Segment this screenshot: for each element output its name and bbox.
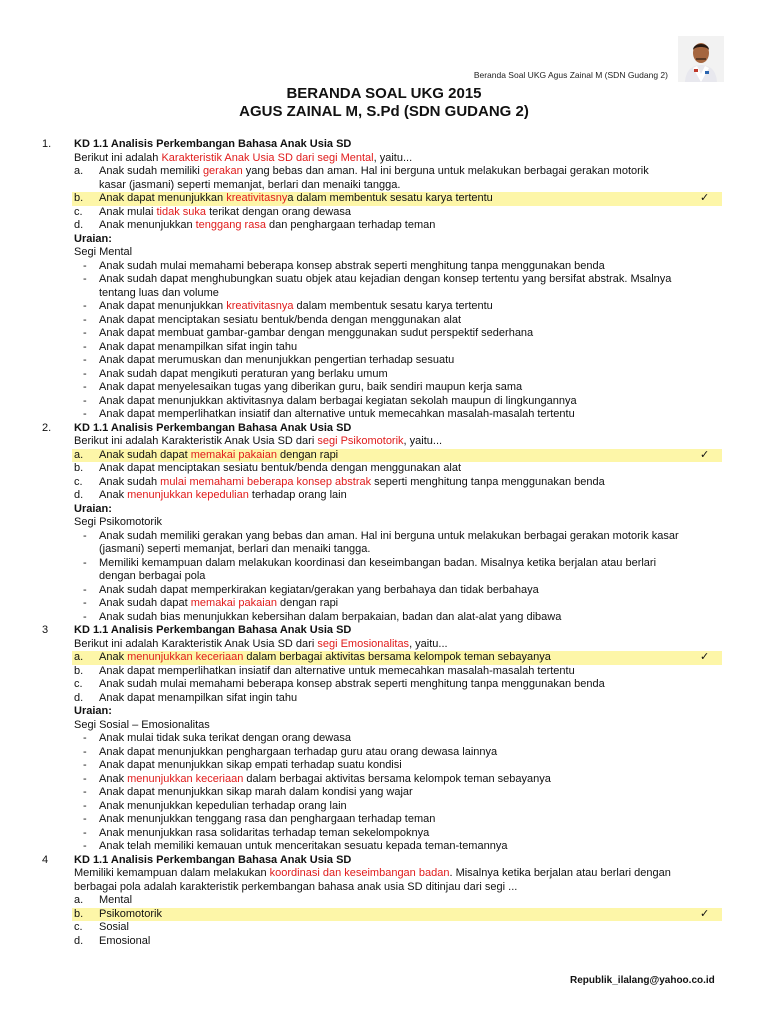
question-stem: Berikut ini adalah Karakteristik Anak Usia SD dari segi Mental, yaitu...	[74, 151, 413, 164]
uraian-item: - Anak menunjukkan keceriaan dalam berbagai aktivitas bersama kelompok teman sebayanya	[83, 772, 551, 785]
question-title: KD 1.1 Analisis Perkembangan Bahasa Anak Usia SD	[74, 853, 352, 866]
uraian-item: - Anak dapat menampilkan sifat ingin tahu	[83, 340, 298, 353]
uraian-label: Uraian:	[74, 502, 112, 515]
uraian-item: - Anak mulai tidak suka terikat dengan orang dewasa	[83, 732, 351, 744]
uraian-item-continued: tentang luas dan volume	[99, 286, 219, 299]
check-icon: ✓	[700, 448, 710, 461]
option-a-continued: kasar (jasmani) seperti memanjat, berlari dan menaiki tangga.	[99, 178, 401, 191]
question-stem-continued: berbagai pola adalah karakteristik perkembangan bahasa anak usia SD ditinjau dari segi ...	[74, 880, 518, 893]
check-icon: ✓	[700, 651, 710, 663]
page-subtitle: AGUS ZAINAL M, S.Pd (SDN GUDANG 2)	[239, 103, 529, 120]
option-c[interactable]: c. Anak sudah mulai memahami beberapa konsep abstrak seperti menghitung tanpa menggunakan benda	[74, 475, 605, 488]
segi-label: Segi Mental	[74, 246, 133, 258]
option-d[interactable]: d. Anak dapat menampilkan sifat ingin tahu	[74, 691, 298, 704]
uraian-label: Uraian:	[74, 705, 112, 717]
question-list	[0, 138, 768, 948]
option-b[interactable]: b. Anak dapat menciptakan sesiatu bentuk/benda dengan menggunakan alat	[74, 462, 462, 474]
question-title: KD 1.1 Analisis Perkembangan Bahasa Anak Usia SD	[74, 138, 352, 150]
question-stem: Berikut ini adalah Karakteristik Anak Usia SD dari segi Emosionalitas, yaitu...	[74, 637, 448, 650]
uraian-item-continued: (jasmani) seperti memanjat, berlari dan menaiki tangga.	[99, 543, 371, 555]
uraian-item: - Anak sudah bias menunjukkan kebersihan dalam berpakaian, badan dan alat-alat yang dibawa	[83, 610, 562, 623]
uraian-label: Uraian:	[74, 232, 112, 245]
uraian-item: - Anak menunjukkan kepedulian terhadap orang lain	[83, 799, 347, 812]
uraian-item: - Anak dapat menunjukkan sikap empati terhadap suatu kondisi	[83, 759, 402, 771]
uraian-item: - Anak sudah dapat memakai pakaian dengan rapi	[83, 597, 339, 609]
question-stem: Berikut ini adalah Karakteristik Anak Usia SD dari segi Psikomotorik, yaitu...	[74, 435, 443, 447]
uraian-item: - Anak sudah mulai memahami beberapa konsep abstrak seperti menghitung tanpa menggunakan benda	[83, 259, 605, 272]
uraian-item-continued: dengan berbagai pola	[99, 570, 206, 582]
check-icon: ✓	[700, 907, 710, 920]
question-header	[0, 138, 768, 152]
uraian-item: - Anak dapat membuat gambar-gambar dengan menggunakan sudut perspektif sederhana	[83, 327, 534, 339]
option-a[interactable]: a. Anak sudah memiliki gerakan yang bebas dan aman. Hal ini berguna untuk melakukan berbagai gerakan motorik	[74, 165, 649, 177]
question-number: 2.	[42, 421, 52, 434]
uraian-item: - Anak sudah dapat memperkirakan kegiatan/gerakan yang berbahaya dan tidak berbahaya	[83, 583, 539, 596]
header-note: Beranda Soal UKG Agus Zainal M (SDN Gudang 2)	[473, 70, 668, 80]
uraian-item: - Anak menunjukkan tenggang rasa dan penghargaan terhadap teman	[83, 813, 436, 825]
option-b[interactable]: b. Anak dapat memperlihatkan insiatif dan alternative untuk memecahkan masalah-masalah tertentu	[74, 664, 575, 677]
uraian-item: - Anak dapat memperlihatkan insiatif dan alternative untuk memecahkan masalah-masalah tertentu	[83, 408, 575, 420]
uraian-item: - Anak dapat menunjukkan aktivitasnya dalam berbagai kegiatan sekolah maupun di lingkungannya	[83, 394, 577, 407]
answer-highlight	[72, 908, 722, 922]
uraian-item: - Memiliki kemampuan dalam melakukan koordinasi dan keseimbangan badan. Misalnya ketika berjalan atau berlari	[83, 556, 657, 569]
option-d[interactable]: d. Anak menunjukkan kepedulian terhadap orang lain	[74, 489, 347, 501]
question-header	[0, 624, 768, 638]
question-number: 3	[42, 624, 49, 636]
uraian-item: - Anak dapat menyelesaikan tugas yang diberikan guru, baik sendiri maupun kerja sama	[83, 381, 523, 393]
uraian-item: - Anak dapat menunjukkan sikap marah dalam kondisi yang wajar	[83, 786, 413, 798]
option-d[interactable]: d. Anak menunjukkan tenggang rasa dan penghargaan terhadap teman	[74, 219, 436, 231]
segi-label: Segi Psikomotorik	[74, 516, 163, 528]
question-stem: Memiliki kemampuan dalam melakukan koordinasi dan keseimbangan badan. Misalnya ketika berjalan atau berlari dengan	[74, 867, 671, 879]
uraian-item: - Anak sudah dapat mengikuti peraturan yang berlaku umum	[83, 367, 388, 380]
segi-label: Segi Sosial – Emosionalitas	[74, 718, 210, 731]
question-title: KD 1.1 Analisis Perkembangan Bahasa Anak Usia SD	[74, 624, 352, 636]
option-c[interactable]: c. Sosial	[74, 921, 129, 933]
uraian-item: - Anak sudah memiliki gerakan yang bebas dan aman. Hal ini berguna untuk melakukan berbagai gerakan motorik kasar	[83, 529, 679, 542]
option-d[interactable]: d. Emosional	[74, 934, 151, 947]
uraian-item: - Anak dapat menunjukkan kreativitasnya dalam membentuk sesatu karya tertentu	[83, 300, 493, 312]
question-number: 4	[42, 853, 49, 866]
uraian-item: - Anak telah memiliki kemauan untuk menceritakan sesuatu kepada teman-temannya	[83, 840, 508, 852]
check-icon: ✓	[700, 192, 710, 204]
uraian-item: - Anak dapat merumuskan dan menunjukkan pengertian terhadap sesuatu	[83, 354, 455, 366]
page-title: BERANDA SOAL UKG 2015	[286, 85, 482, 102]
author-photo	[678, 36, 724, 82]
uraian-item: - Anak dapat menciptakan sesiatu bentuk/benda dengan menggunakan alat	[83, 313, 462, 326]
uraian-item: - Anak dapat menunjukkan penghargaan terhadap guru atau orang dewasa lainnya	[83, 745, 498, 758]
uraian-item: - Anak sudah dapat menghubungkan suatu objek atau kejadian dengan konsep tertentu yang bersifat abstrak. Msalnya	[83, 273, 672, 285]
question-number: 1.	[42, 138, 52, 150]
option-c[interactable]: c. Anak mulai tidak suka terikat dengan orang dewasa	[74, 205, 351, 218]
footer-email: Republik_ilalang@yahoo.co.id	[570, 975, 715, 986]
option-c[interactable]: c. Anak sudah mulai memahami beberapa konsep abstrak seperti menghitung tanpa menggunakan benda	[74, 678, 605, 690]
option-b-correct[interactable]: b. Psikomotorik ✓	[0, 908, 768, 922]
option-a-correct[interactable]: a. Anak menunjukkan keceriaan dalam berbagai aktivitas bersama kelompok teman sebayanya ✓	[0, 651, 768, 665]
question-header	[0, 854, 768, 868]
uraian-item: - Anak menunjukkan rasa solidaritas terhadap teman sekelompoknya	[83, 826, 430, 839]
option-a-correct[interactable]: a. Anak sudah dapat memakai pakaian dengan rapi ✓	[0, 449, 768, 463]
option-a[interactable]: a. Mental	[74, 894, 133, 906]
question-header	[0, 422, 768, 436]
option-b-correct[interactable]: b. Anak dapat menunjukkan kreativitasnya dalam membentuk sesatu karya tertentu ✓	[0, 192, 768, 206]
question-title: KD 1.1 Analisis Perkembangan Bahasa Anak Usia SD	[74, 421, 352, 434]
